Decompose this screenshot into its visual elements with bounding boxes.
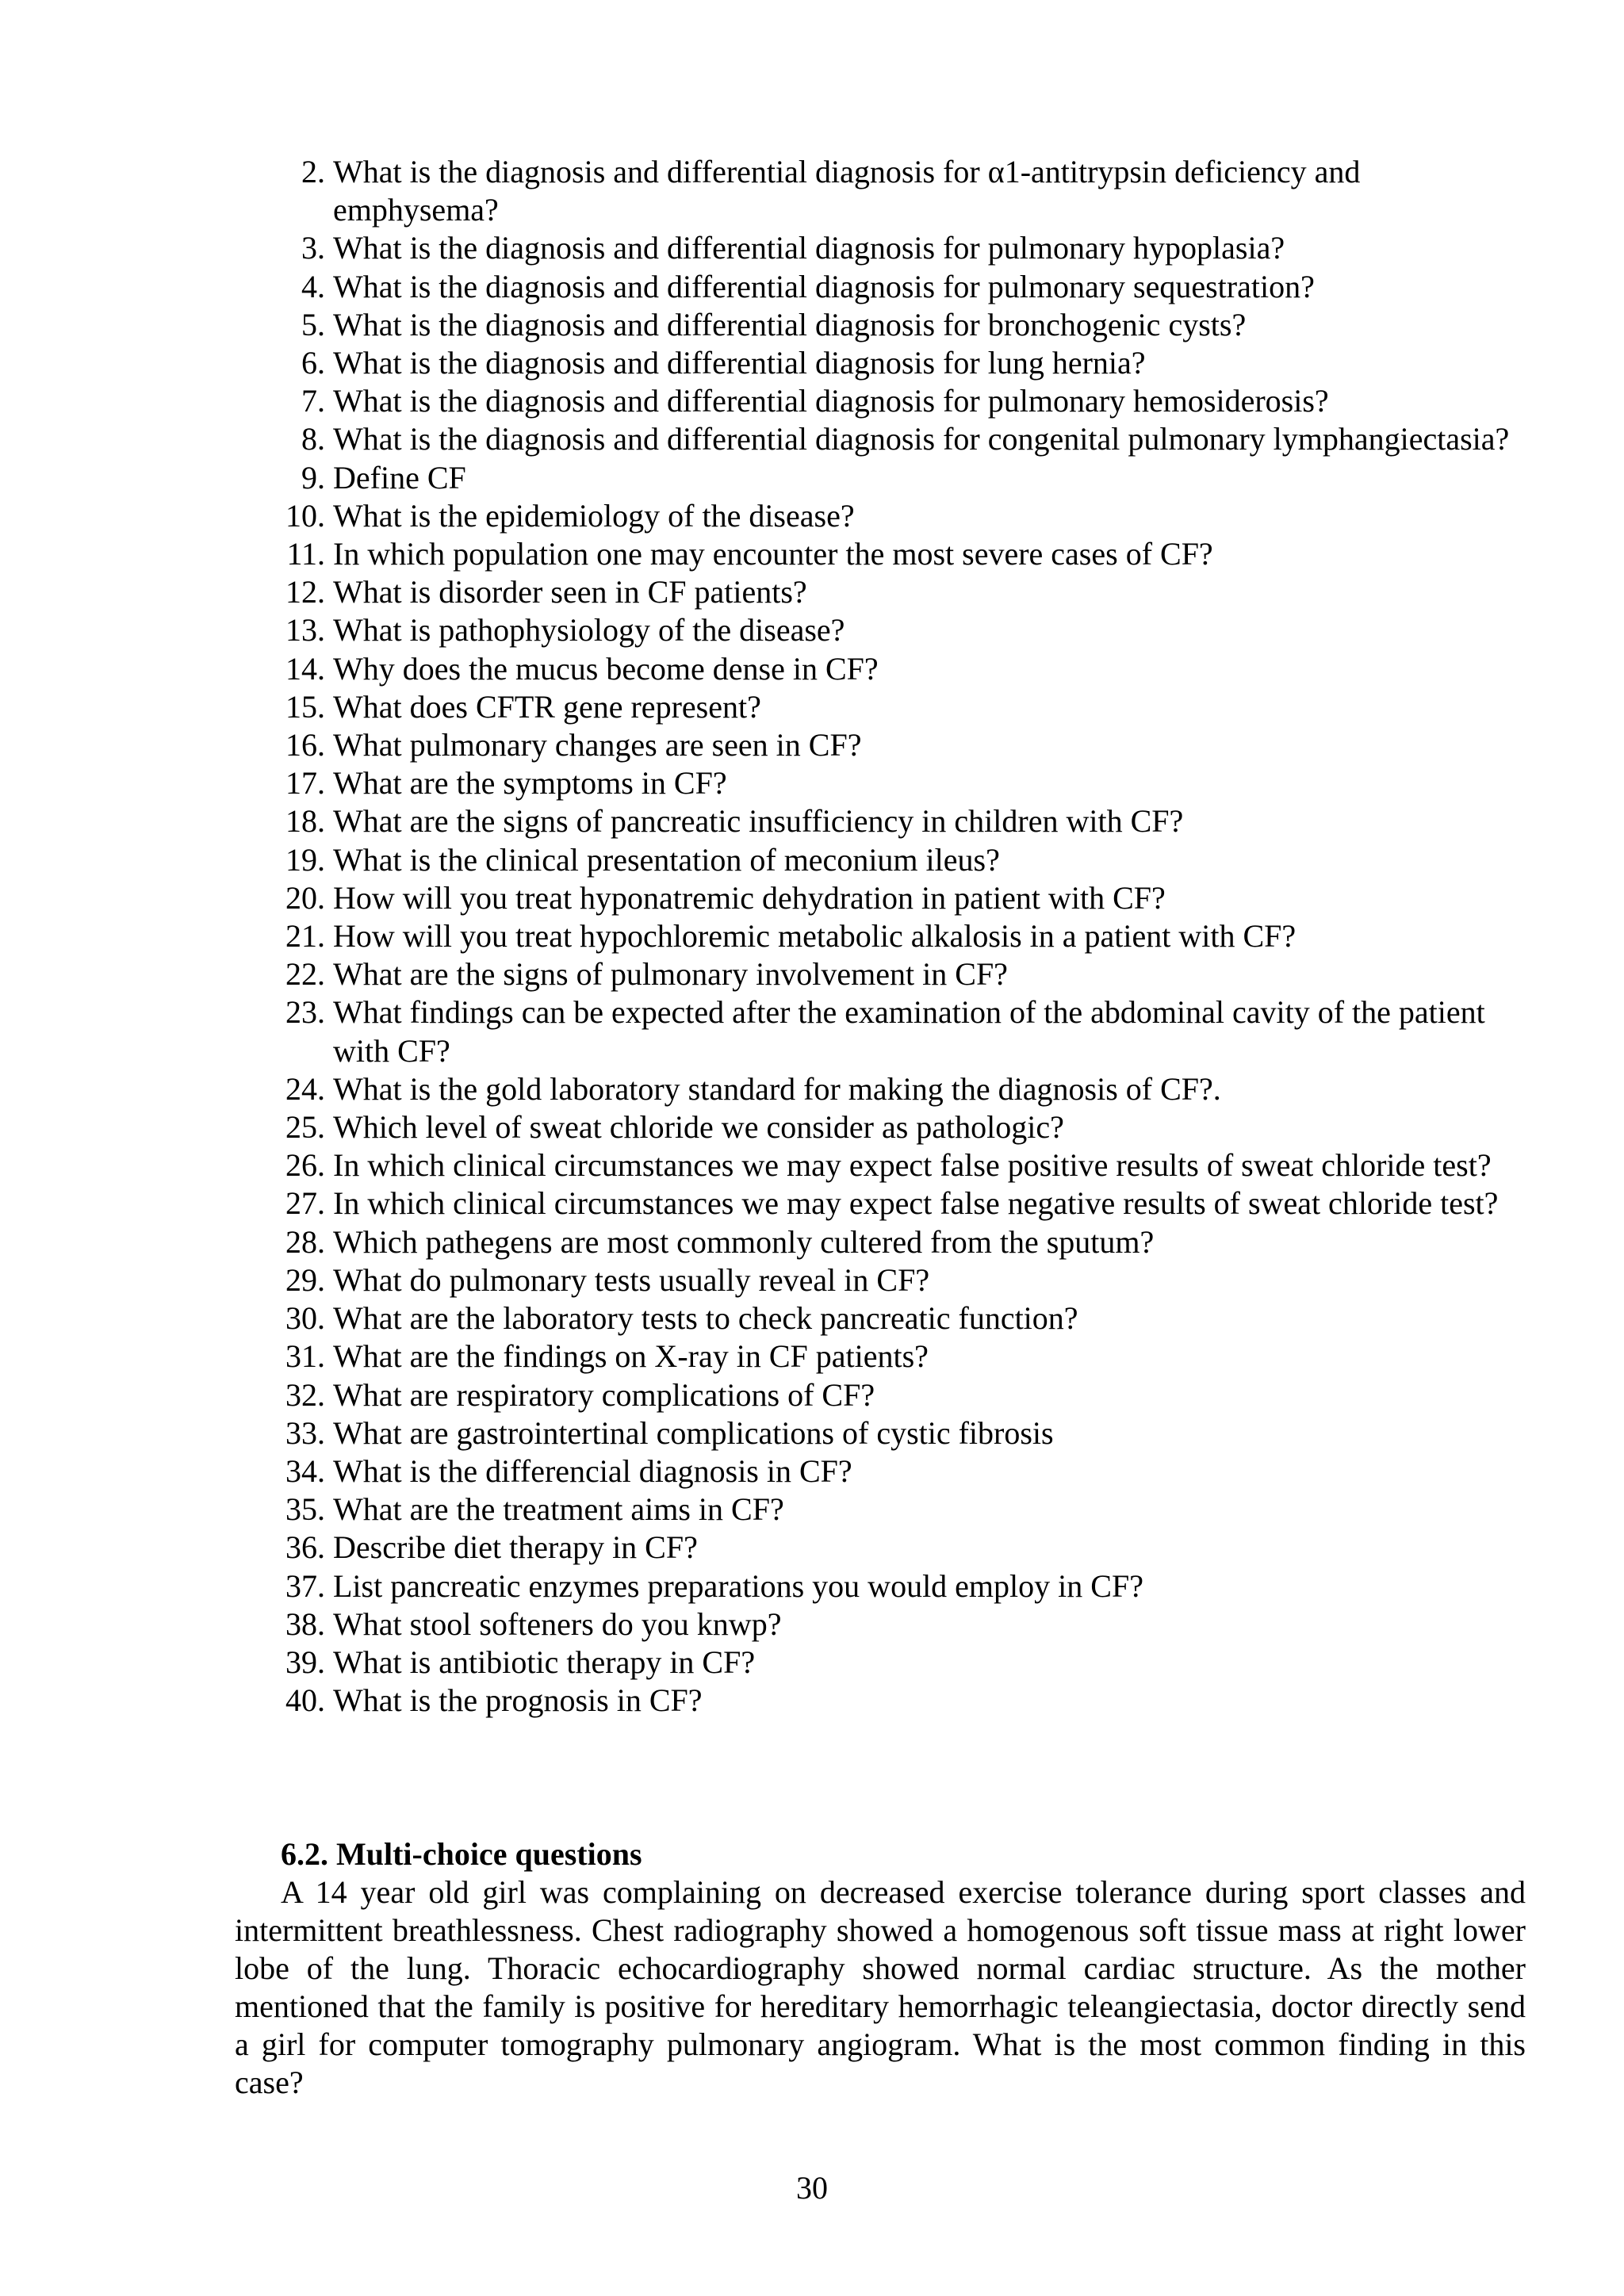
question-item	[281, 1299, 1526, 1337]
question-text: What are the signs of pancreatic insufficiency in children with CF?	[333, 803, 1184, 840]
question-text: What is the differencial diagnosis in CF?	[333, 1452, 852, 1489]
question-number: 15.	[285, 688, 325, 725]
question-item	[281, 1223, 1526, 1261]
question-number: 23.	[285, 994, 325, 1031]
question-number: 40.	[285, 1682, 325, 1719]
question-text: In which clinical circumstances we may expect false positive results of sweat chloride test?	[333, 1147, 1492, 1184]
question-number: 11.	[286, 536, 325, 572]
question-text: What does CFTR gene represent?	[333, 688, 761, 725]
question-item	[281, 1337, 1526, 1376]
question-number: 31.	[285, 1338, 325, 1375]
question-number: 10.	[285, 497, 325, 534]
question-item	[281, 1261, 1526, 1299]
question-number: 3.	[301, 230, 325, 266]
question-item	[281, 611, 1526, 649]
question-number: 34.	[285, 1452, 325, 1489]
question-item	[281, 1108, 1526, 1146]
question-item	[281, 1070, 1526, 1108]
question-item	[281, 1146, 1526, 1184]
question-number: 35.	[285, 1491, 325, 1528]
question-item	[281, 688, 1526, 726]
question-item	[281, 764, 1526, 802]
question-text: What are the signs of pulmonary involvement in CF?	[333, 956, 1008, 993]
question-item	[281, 1682, 1526, 1720]
question-text: How will you treat hyponatremic dehydration in patient with CF?	[333, 879, 1166, 916]
question-item	[281, 420, 1526, 458]
question-number: 18.	[285, 803, 325, 840]
question-item	[281, 1529, 1526, 1567]
question-text: What is the clinical presentation of meconium ileus?	[333, 841, 1000, 878]
question-text: Define CF	[333, 459, 466, 496]
question-number: 38.	[285, 1605, 325, 1642]
question-text: Which pathegens are most commonly cultered from the sputum?	[333, 1223, 1155, 1260]
question-number: 19.	[285, 841, 325, 878]
question-item	[281, 1184, 1526, 1223]
question-text: What do pulmonary tests usually reveal in CF?	[333, 1261, 930, 1298]
question-text: What is the prognosis in CF?	[333, 1682, 703, 1719]
question-item	[281, 1414, 1526, 1452]
question-text: What stool softeners do you knwp?	[333, 1605, 782, 1642]
question-text: What are the laboratory tests to check pancreatic function?	[333, 1300, 1078, 1337]
question-text: How will you treat hypochloremic metabolic alkalosis in a patient with CF?	[333, 918, 1297, 955]
question-item	[281, 535, 1526, 573]
question-text: What are the treatment aims in CF?	[333, 1491, 784, 1528]
question-number: 7.	[301, 383, 325, 419]
question-number: 4.	[301, 268, 325, 304]
question-text: What is the diagnosis and differential diagnosis for congenital pulmonary lymphangiectasia?	[333, 421, 1510, 457]
question-item	[281, 650, 1526, 688]
section-heading: 6.2. Multi-choice questions	[281, 1836, 642, 1872]
question-number: 33.	[285, 1414, 325, 1451]
question-number: 12.	[285, 574, 325, 610]
question-text: What is disorder seen in CF patients?	[333, 574, 807, 610]
question-number: 2.	[301, 154, 325, 189]
question-number: 14.	[285, 650, 325, 687]
question-item	[281, 497, 1526, 535]
page-number: 30	[796, 2170, 828, 2206]
question-text: What are gastrointertinal complications of cystic fibrosis	[333, 1414, 1054, 1451]
question-number: 27.	[285, 1185, 325, 1222]
question-number: 29.	[285, 1261, 325, 1298]
question-text: What is antibiotic therapy in CF?	[333, 1644, 756, 1680]
question-item	[281, 993, 1526, 1070]
question-item	[281, 382, 1526, 420]
review-questions-list	[281, 153, 1526, 1720]
question-text: What is the diagnosis and differential diagnosis for pulmonary hemosiderosis?	[333, 383, 1329, 419]
question-text: What findings can be expected after the examination of the abdominal cavity of the patient with CF?	[333, 994, 1485, 1069]
question-number: 16.	[285, 727, 325, 763]
question-item	[281, 306, 1526, 344]
question-number: 20.	[285, 879, 325, 916]
question-item	[281, 1452, 1526, 1490]
question-number: 21.	[285, 918, 325, 955]
question-text: What is the gold laboratory standard for making the diagnosis of CF?.	[333, 1070, 1221, 1107]
question-number: 22.	[285, 956, 325, 993]
question-item	[281, 917, 1526, 955]
question-number: 13.	[285, 612, 325, 649]
question-number: 17.	[285, 765, 325, 802]
question-text: What is the diagnosis and differential diagnosis for bronchogenic cysts?	[333, 306, 1247, 342]
question-number: 24.	[285, 1070, 325, 1107]
question-item	[281, 1605, 1526, 1644]
question-text: What pulmonary changes are seen in CF?	[333, 727, 862, 763]
question-item	[281, 229, 1526, 267]
question-item	[281, 955, 1526, 993]
question-item	[281, 1567, 1526, 1605]
question-text: Describe diet therapy in CF?	[333, 1529, 698, 1566]
question-number: 8.	[301, 421, 325, 457]
question-item	[281, 459, 1526, 497]
question-number: 37.	[285, 1567, 325, 1604]
question-text: What is the diagnosis and differential diagnosis for α1-antitrypsin deficiency and emphysema?	[333, 154, 1361, 228]
question-text: What is the diagnosis and differential diagnosis for pulmonary sequestration?	[333, 268, 1315, 304]
question-item	[281, 344, 1526, 382]
question-number: 9.	[301, 459, 325, 496]
question-text: What are the findings on X-ray in CF patients?	[333, 1338, 929, 1375]
multi-choice-section	[235, 1835, 1526, 2102]
question-number: 25.	[285, 1109, 325, 1146]
question-item	[281, 726, 1526, 764]
question-number: 6.	[301, 345, 325, 381]
question-item	[281, 1376, 1526, 1414]
question-item	[281, 268, 1526, 306]
question-number: 5.	[301, 306, 325, 342]
question-item	[281, 1490, 1526, 1529]
question-item	[281, 1644, 1526, 1682]
question-item	[281, 841, 1526, 879]
question-item	[281, 573, 1526, 611]
question-number: 32.	[285, 1376, 325, 1413]
question-text: In which population one may encounter the most severe cases of CF?	[333, 536, 1213, 572]
question-item	[281, 153, 1526, 229]
case-paragraph: A 14 year old girl was complaining on decreased exercise tolerance during sport classes and intermittent breathlessness. Chest radiography showed a homogenous soft tissue mass at right lower lobe of the lung. Thoracic echocardiography showed normal cardiac structure. As the mother mentioned that the family is positive for hereditary hemorrhagic teleangiectasia, doctor directly send a girl for computer tomography pulmonary angiogram. What is the most common finding in this case?	[235, 1874, 1526, 2100]
question-item	[281, 879, 1526, 917]
question-number: 26.	[285, 1147, 325, 1184]
question-text: In which clinical circumstances we may expect false negative results of sweat chloride test?	[333, 1185, 1499, 1222]
question-text: What is the epidemiology of the disease?	[333, 497, 855, 534]
question-text: What are respiratory complications of CF?	[333, 1376, 875, 1413]
question-text: Why does the mucus become dense in CF?	[333, 650, 879, 687]
question-text: What are the symptoms in CF?	[333, 765, 727, 802]
question-text: List pancreatic enzymes preparations you would employ in CF?	[333, 1567, 1143, 1604]
question-item	[281, 802, 1526, 840]
question-text: What is the diagnosis and differential diagnosis for lung hernia?	[333, 345, 1146, 381]
question-text: What is the diagnosis and differential diagnosis for pulmonary hypoplasia?	[333, 230, 1285, 266]
question-text: What is pathophysiology of the disease?	[333, 612, 845, 649]
question-number: 30.	[285, 1300, 325, 1337]
question-number: 36.	[285, 1529, 325, 1566]
question-number: 28.	[285, 1223, 325, 1260]
question-text: Which level of sweat chloride we consider as pathologic?	[333, 1109, 1064, 1146]
question-number: 39.	[285, 1644, 325, 1680]
